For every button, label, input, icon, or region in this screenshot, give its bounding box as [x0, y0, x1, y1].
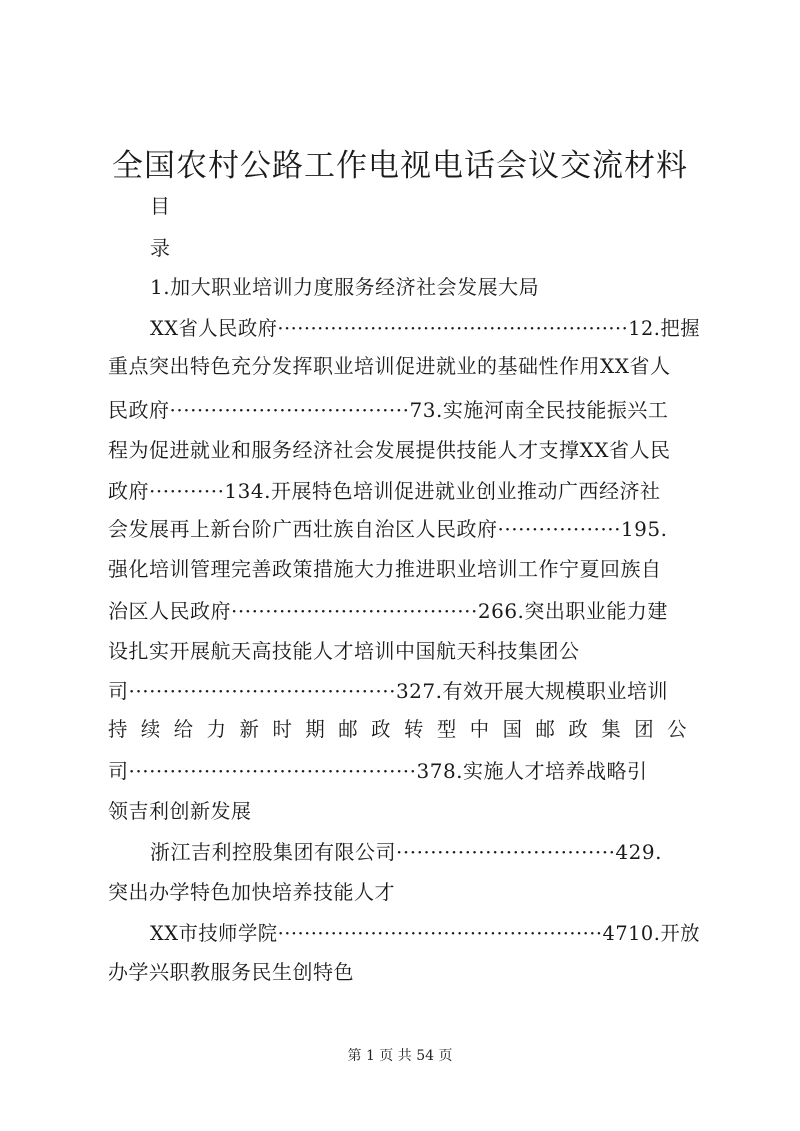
document-title: 全国农村公路工作电视电话会议交流材料 — [112, 148, 688, 184]
toc-line: 录 — [150, 236, 171, 260]
toc-line: 司·······································327.有效开展大规模职业培训 — [108, 679, 668, 703]
toc-line: 会发展再上新台阶广西壮族自治区人民政府··················195. — [108, 517, 668, 541]
toc-line: 民政府···································73.实施河南全民技能振兴工 — [108, 398, 669, 422]
toc-line: XX市技师学院·················································4710.开放 — [150, 921, 700, 945]
toc-line: XX省人民政府·····················································12.把握 — [150, 316, 701, 340]
toc-line: 持续给力新时期邮政转型中国邮政集团公 — [108, 717, 700, 741]
toc-line: 目 — [150, 194, 171, 218]
toc-line: 设扎实开展航天高技能人才培训中国航天科技集团公 — [108, 639, 580, 663]
toc-line: 突出办学特色加快培养技能人才 — [108, 880, 395, 904]
toc-line: 程为促进就业和服务经济社会发展提供技能人才支撑XX省人民 — [108, 438, 671, 462]
toc-line: 领吉利创新发展 — [108, 799, 252, 823]
toc-line: 强化培训管理完善政策措施大力推进职业培训工作宁夏回族自 — [108, 557, 662, 581]
toc-line: 浙江吉利控股集团有限公司································429. — [150, 840, 662, 864]
toc-line: 治区人民政府····································266.突出职业能力建 — [108, 599, 668, 623]
toc-line: 司··········································378.实施人才培养战略引 — [108, 759, 648, 783]
toc-line: 重点突出特色充分发挥职业培训促进就业的基础性作用XX省人 — [108, 354, 671, 378]
toc-line: 1.加大职业培训力度服务经济社会发展大局 — [150, 275, 540, 299]
page-footer: 第 1 页 共 54 页 — [347, 1048, 453, 1064]
toc-line: 政府···········134.开展特色培训促进就业创业推动广西经济社 — [108, 479, 661, 503]
toc-line: 办学兴职教服务民生创特色 — [108, 960, 354, 984]
